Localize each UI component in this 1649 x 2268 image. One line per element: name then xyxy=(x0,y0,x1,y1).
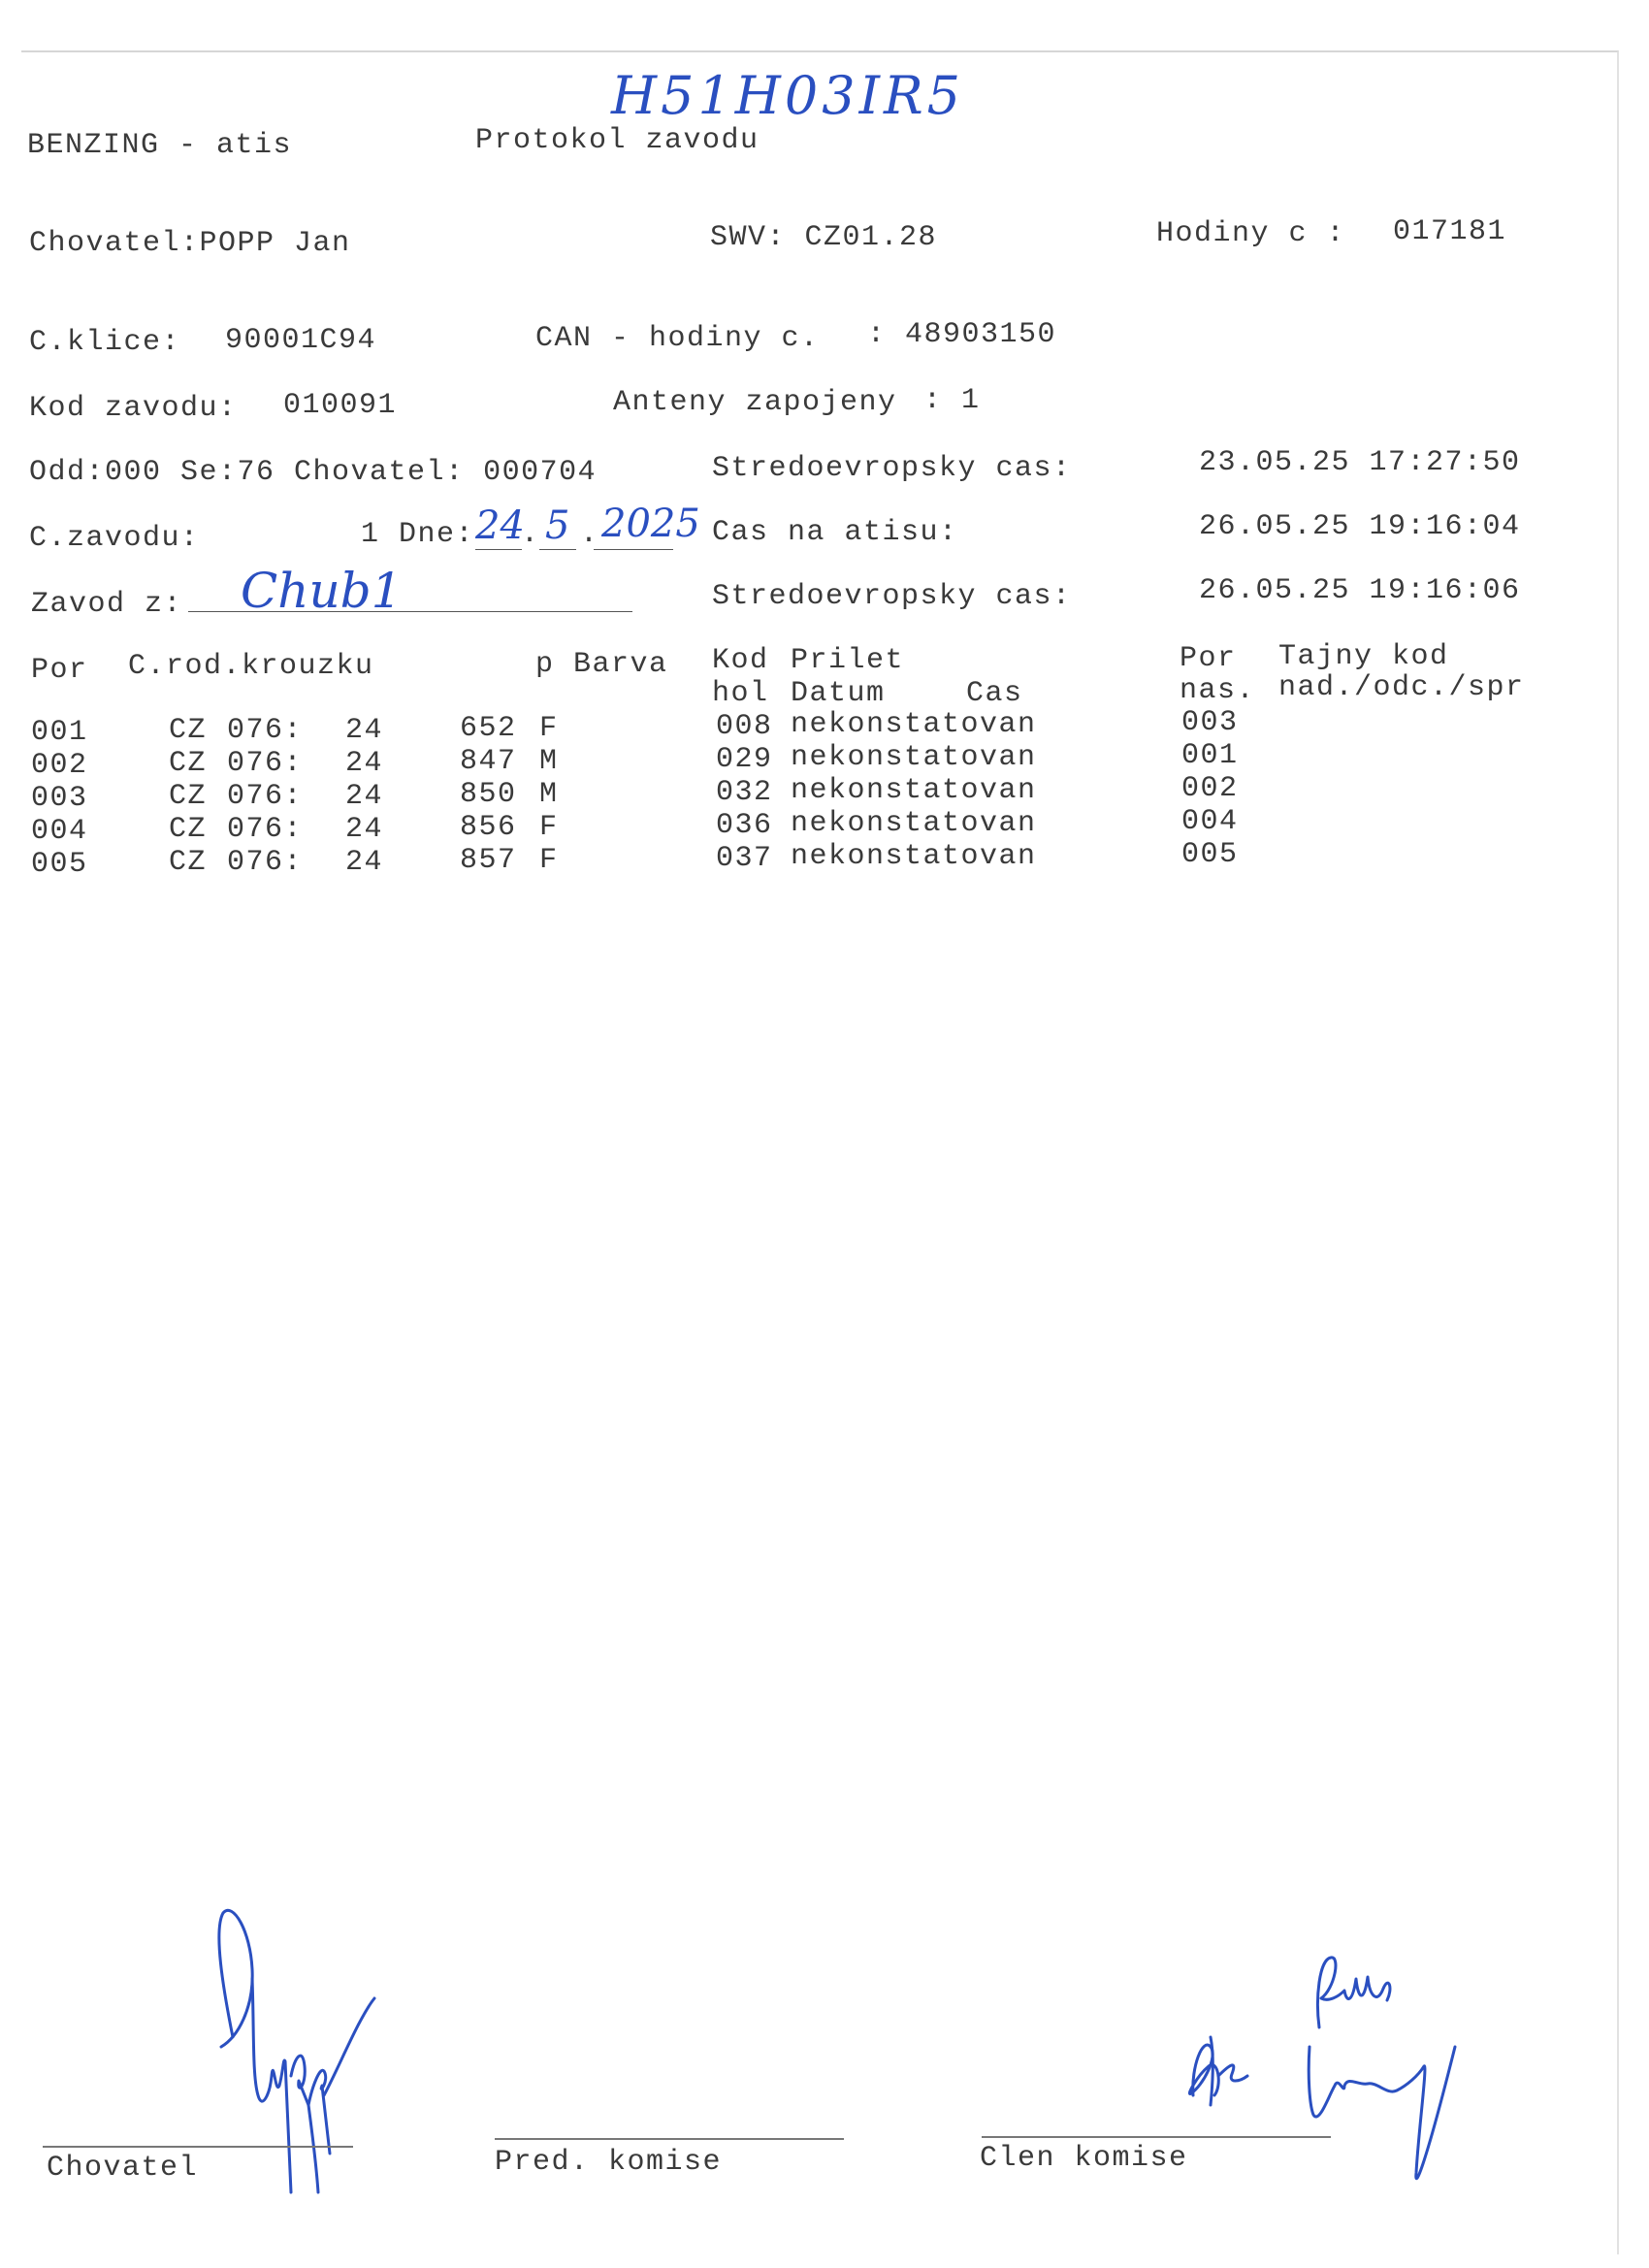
row-kod: 037 xyxy=(716,842,773,875)
row-por: 001 xyxy=(31,716,88,749)
handwritten-race-from: Chub1 xyxy=(241,563,403,619)
row-arrival: nekonstatovan xyxy=(791,807,1037,840)
row-sex: M xyxy=(539,778,559,811)
handwritten-year: 2025 xyxy=(601,502,700,546)
race-number-label: C.zavodu: xyxy=(29,522,200,555)
row-kod: 032 xyxy=(716,776,773,809)
header-brand: BENZING - atis xyxy=(27,129,293,162)
col-header-por-nas: Por xyxy=(1180,642,1237,675)
cet-value-1: 23.05.25 17:27:50 xyxy=(1199,446,1521,479)
cet-label-2: Stredoevropsky cas: xyxy=(712,580,1072,613)
date-separator: . xyxy=(580,518,599,551)
key-value: 90001C94 xyxy=(225,324,377,357)
atis-time-label: Cas na atisu: xyxy=(712,516,958,549)
can-clock-label: CAN - hodiny c. xyxy=(535,322,820,355)
col-header-ring: C.rod.krouzku xyxy=(128,650,374,683)
swv-version: SWV: CZ01.28 xyxy=(710,221,938,254)
col-header-datum: Datum xyxy=(791,677,886,710)
col-header-cas: Cas xyxy=(966,677,1023,710)
row-kod: 029 xyxy=(716,743,773,776)
row-country: CZ xyxy=(169,747,208,780)
row-kod: 008 xyxy=(716,710,773,743)
breeder-name: Chovatel:POPP Jan xyxy=(29,227,351,260)
row-year: 24 xyxy=(345,747,384,780)
row-club: 076: xyxy=(227,846,304,879)
header-title: Protokol zavodu xyxy=(475,124,760,157)
race-number-value: 1 Dne: xyxy=(361,518,475,551)
row-club: 076: xyxy=(227,813,304,846)
key-label: C.klice: xyxy=(29,326,181,359)
handwritten-reference-code: H51H03IR5 xyxy=(611,65,964,126)
chairman-signature-label: Pred. komise xyxy=(495,2146,723,2179)
col-header-kod: Kod xyxy=(712,644,769,677)
row-country: CZ xyxy=(169,714,208,747)
row-kod: 036 xyxy=(716,809,773,842)
col-header-secret-sub: nad./odc./spr xyxy=(1278,671,1525,704)
row-arrival: nekonstatovan xyxy=(791,708,1037,741)
date-separator: . xyxy=(521,518,540,551)
row-year: 24 xyxy=(345,813,384,846)
row-por: 002 xyxy=(31,749,88,782)
row-club: 076: xyxy=(227,714,304,747)
row-sex: F xyxy=(539,712,559,745)
row-por-nas: 001 xyxy=(1181,739,1239,772)
row-por-nas: 005 xyxy=(1181,838,1239,871)
row-sex: F xyxy=(539,811,559,844)
can-clock-value: : 48903150 xyxy=(867,318,1057,351)
row-ring: 857 xyxy=(460,844,517,877)
row-year: 24 xyxy=(345,714,384,747)
clock-number: 017181 xyxy=(1393,215,1507,248)
row-ring: 652 xyxy=(460,712,517,745)
row-club: 076: xyxy=(227,780,304,813)
col-header-nas: nas. xyxy=(1180,674,1256,707)
col-header-prilet: Prilet xyxy=(791,644,905,677)
breeder-signature-label: Chovatel xyxy=(47,2152,199,2185)
row-sex: M xyxy=(539,745,559,778)
row-ring: 856 xyxy=(460,811,517,844)
row-year: 24 xyxy=(345,846,384,879)
race-from-label: Zavod z: xyxy=(31,588,183,621)
atis-time-value: 26.05.25 19:16:04 xyxy=(1199,510,1521,543)
antennas-label: Anteny zapojeny xyxy=(613,386,897,419)
row-sex: F xyxy=(539,844,559,877)
race-code-value: 010091 xyxy=(283,389,398,422)
col-header-hol: hol xyxy=(712,677,769,710)
race-code-label: Kod zavodu: xyxy=(29,392,238,425)
row-por-nas: 002 xyxy=(1181,772,1239,805)
row-country: CZ xyxy=(169,780,208,813)
row-year: 24 xyxy=(345,780,384,813)
row-arrival: nekonstatovan xyxy=(791,840,1037,873)
handwritten-day: 24 xyxy=(475,503,525,548)
member-signature-line xyxy=(982,2136,1331,2138)
row-arrival: nekonstatovan xyxy=(791,774,1037,807)
date-day-underline xyxy=(475,549,522,550)
member-signature-label: Clen komise xyxy=(980,2142,1188,2175)
section-line: Odd:000 Se:76 Chovatel: 000704 xyxy=(29,456,598,489)
row-por: 005 xyxy=(31,848,88,881)
row-por: 004 xyxy=(31,815,88,848)
breeder-signature-line xyxy=(43,2146,353,2148)
col-header-sex-color: p Barva xyxy=(535,648,668,681)
row-arrival: nekonstatovan xyxy=(791,741,1037,774)
breeder-signature xyxy=(194,1901,407,2212)
cet-value-2: 26.05.25 19:16:06 xyxy=(1199,574,1521,607)
commission-signature xyxy=(1164,1940,1533,2202)
clock-label: Hodiny c : xyxy=(1156,217,1346,250)
row-club: 076: xyxy=(227,747,304,780)
date-year-underline xyxy=(594,549,673,550)
date-month-underline xyxy=(539,549,576,550)
col-header-secret: Tajny kod xyxy=(1278,640,1449,673)
row-country: CZ xyxy=(169,846,208,879)
row-por-nas: 003 xyxy=(1181,706,1239,739)
col-header-por: Por xyxy=(31,654,88,687)
cet-label-1: Stredoevropsky cas: xyxy=(712,452,1072,485)
row-ring: 850 xyxy=(460,778,517,811)
handwritten-month: 5 xyxy=(545,503,570,548)
row-por: 003 xyxy=(31,782,88,815)
antennas-value: : 1 xyxy=(923,384,981,417)
row-ring: 847 xyxy=(460,745,517,778)
row-country: CZ xyxy=(169,813,208,846)
row-por-nas: 004 xyxy=(1181,805,1239,838)
chairman-signature-line xyxy=(495,2138,844,2140)
